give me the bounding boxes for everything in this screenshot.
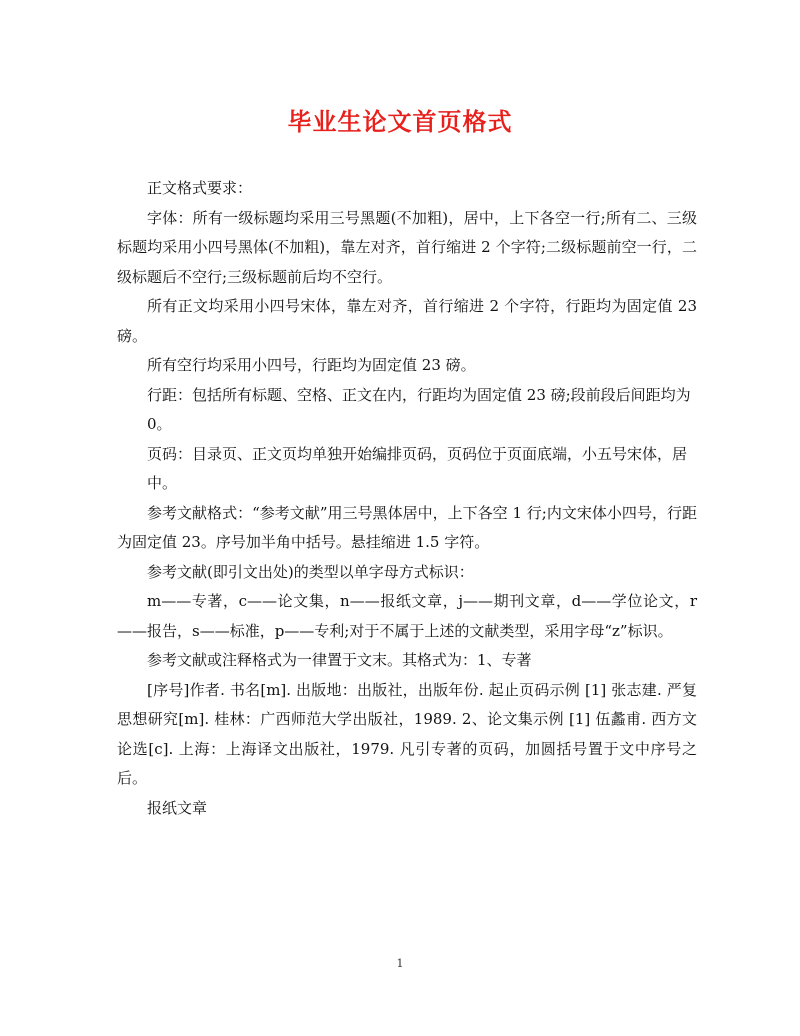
paragraph-page-number-cont: 中。 bbox=[147, 474, 178, 492]
paragraph-page-number: 页码：目录页、正文页均单独开始编排页码，页码位于页面底端，小五号宋体，居 bbox=[147, 444, 688, 463]
paragraph-line-spacing-cont: 0。 bbox=[147, 415, 172, 433]
paragraph-type-codes: m——专著，c——论文集，n——报纸文章，j——期刊文章，d——学位论文，r——报告，s——标准，p——专利;对于不属于上述的文献类型，采用字母“z”标识。 bbox=[117, 592, 697, 640]
body-text bbox=[117, 174, 697, 823]
paragraph-blank-lines: 所有空行均采用小四号，行距均为固定值 23 磅。 bbox=[147, 356, 476, 374]
page-number: 1 bbox=[396, 957, 404, 970]
paragraph-body-text: 所有正文均采用小四号宋体，靠左对齐，首行缩进 2 个字符，行距均为固定值 23 磅。 bbox=[117, 297, 697, 345]
paragraph-reference-examples: [序号]作者. 书名[m]. 出版地：出版社，出版年份. 起止页码示例 [1] 张志建. 严复思想研究[m]. 桂林：广西师范大学出版社，1989. 2、论文集示例 [1] 伍蠡甫. 西方文论选[c]. 上海：上海译文出版社，1979. 凡引专著的页码，加圆括号置于文中序号之后。 bbox=[117, 680, 697, 787]
page-title: 毕业生论文首页格式 bbox=[287, 107, 513, 136]
paragraph-font: 字体：所有一级标题均采用三号黑题(不加粗)，居中，上下各空一行;所有二、三级标题均采用小四号黑体(不加粗)，靠左对齐，首行缩进 2 个字符;二级标题前空一行，二级标题后不空行;三级标题前后均不空行。 bbox=[117, 208, 697, 286]
paragraph-reference-types: 参考文献(即引文出处)的类型以单字母方式标识： bbox=[147, 562, 474, 581]
paragraph-reference-format: 参考文献格式：“参考文献”用三号黑体居中，上下各空 1 行;内文宋体小四号，行距为固定值 23。序号加半角中括号。悬挂缩进 1.5 字符。 bbox=[117, 503, 697, 551]
paragraph-line-spacing: 行距：包括所有标题、空格、正文在内，行距均为固定值 23 磅;段前段后间距均为 bbox=[147, 385, 691, 404]
paragraph-format-requirements: 正文格式要求： bbox=[147, 179, 253, 197]
paragraph-reference-placement: 参考文献或注释格式为一律置于文末。其格式为：1、专著 bbox=[147, 651, 532, 669]
paragraph-newspaper: 报纸文章 bbox=[147, 798, 208, 817]
